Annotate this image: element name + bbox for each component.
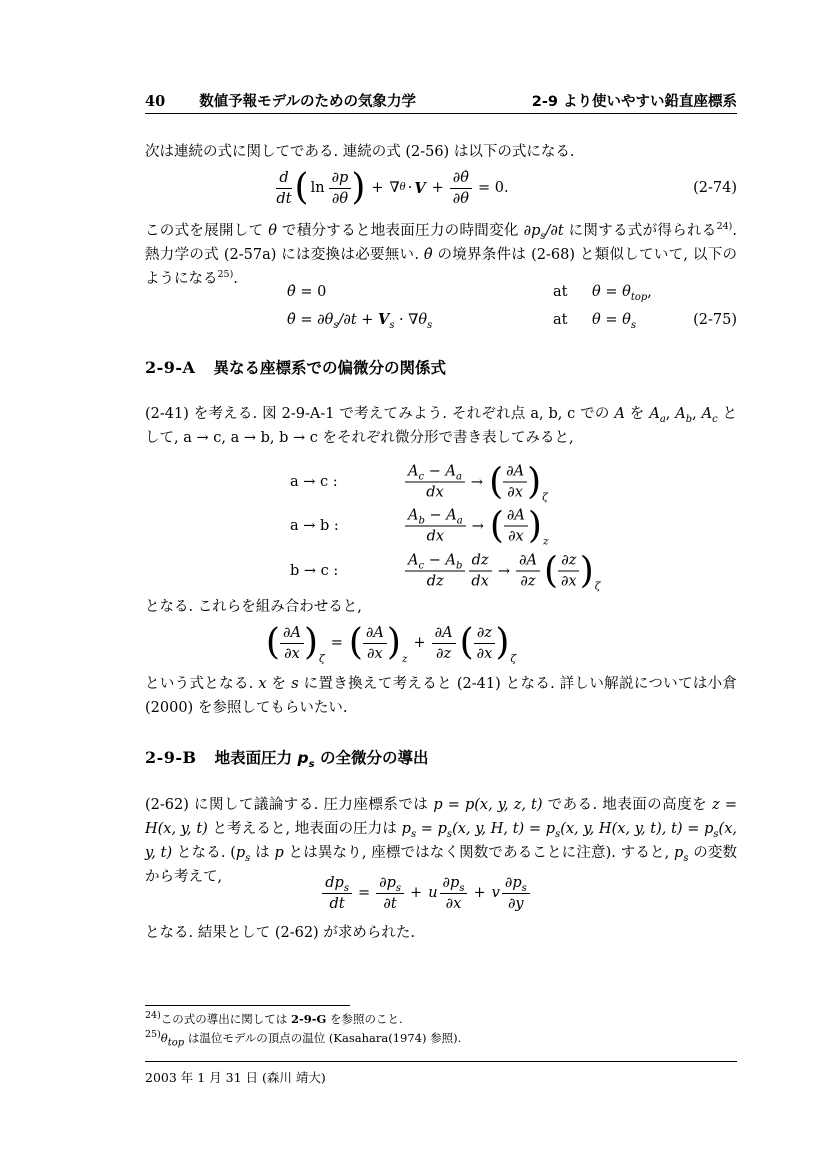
- header-rule: [145, 113, 737, 114]
- section-number: 2-9-A: [145, 358, 196, 377]
- boundary-condition-top-rhs: [592, 278, 652, 306]
- section-number: 2-9-B: [145, 748, 197, 767]
- fraction-numerator: ∂z: [558, 553, 579, 572]
- text-segment: の全微分の導出: [314, 749, 429, 767]
- text-segment: を参照のこと.: [326, 1012, 403, 1026]
- text-segment: p: [545, 821, 556, 837]
- text-segment: p: [297, 749, 309, 767]
- paren-subscript: ζ: [318, 652, 325, 665]
- fraction-denominator: ∂z: [436, 645, 452, 662]
- partial-derivative-group: [489, 461, 548, 504]
- text-segment: b: [455, 560, 463, 572]
- text-segment: ,: [665, 406, 676, 422]
- row-expression: [405, 550, 601, 593]
- text-segment: で積分すると地表面圧力の時間変化: [277, 223, 524, 239]
- footer-dateline: 2003 年 1 月 31 日 (森川 靖大): [145, 1070, 326, 1085]
- equation-dps-dt-body: [130, 868, 722, 918]
- partial-fraction: [280, 625, 304, 662]
- text-segment: s: [683, 852, 689, 864]
- equation-number-2-74: (2-74): [693, 180, 737, 196]
- text-segment: 地表面圧力: [214, 749, 298, 767]
- equation-combined: [145, 616, 737, 670]
- section-title: [214, 746, 429, 771]
- paren-subscript: ζ: [542, 491, 548, 504]
- partial-derivative-group: [459, 622, 517, 665]
- text-segment: となる. (: [172, 845, 236, 861]
- at-keyword: at: [553, 284, 568, 300]
- arrow-icon: →: [471, 518, 484, 534]
- text-segment: s: [446, 828, 453, 840]
- text-segment: . 熱力学の式 (2-57a) には変換は必要無い.: [145, 223, 737, 263]
- fraction-dthetadot-dtheta: [450, 170, 472, 207]
- text-segment: ∂p: [379, 874, 396, 891]
- text-segment: −: [424, 507, 447, 524]
- text-segment: ∂p: [523, 223, 541, 239]
- text-segment: b: [418, 515, 425, 527]
- fraction-numerator: ∂A: [363, 625, 387, 644]
- fraction-numerator: [440, 875, 468, 894]
- fraction-numerator: ∂p: [329, 170, 352, 189]
- fraction-denominator: ∂x: [367, 645, 383, 662]
- text-segment: の変数から考えて,: [145, 845, 738, 885]
- partial-fraction: [503, 464, 527, 501]
- header-right-title: 2-9 より使いやすい鉛直座標系: [531, 94, 737, 110]
- equation-2-75-line2: [145, 306, 737, 334]
- partial-fraction: [474, 625, 496, 662]
- partial-A-z-fraction: [516, 553, 540, 590]
- equals-operator: =: [357, 885, 371, 901]
- text-segment: 25): [217, 269, 234, 281]
- text-segment: .: [233, 271, 238, 287]
- text-segment: の境界条件は (2-68) と類似していて, 以下のようになる: [145, 247, 737, 287]
- velocity-vector: V: [414, 179, 426, 197]
- partial-derivative-group: [543, 550, 601, 593]
- text-segment: である. 地表面の高度を: [542, 797, 713, 813]
- boundary-condition-top-lhs: [287, 278, 326, 306]
- text-segment: (2-62) に関して議論する. 圧力座標系では: [145, 797, 434, 813]
- text-segment: =: [416, 821, 438, 837]
- text-segment: ∂p: [442, 874, 460, 891]
- fraction-denominator: ∂θ: [331, 190, 349, 207]
- difference-fraction: [405, 553, 465, 590]
- text-segment: とは異なり, 座標ではなく関数であることに注意). すると,: [283, 845, 675, 861]
- fraction-denominator: ∂x: [561, 573, 577, 590]
- text-segment: s: [521, 882, 527, 894]
- fraction-denominator: ∂x: [284, 645, 300, 662]
- text-segment: ,: [647, 284, 652, 300]
- text-segment: θ: [592, 284, 601, 300]
- fraction-numerator: ∂A: [280, 625, 304, 644]
- text-segment: s: [245, 852, 251, 864]
- text-segment: 2-9-G: [290, 1012, 327, 1026]
- partial-t-fraction: [376, 875, 404, 912]
- plus-operator: +: [431, 180, 444, 196]
- fraction-numerator: ∂z: [474, 625, 495, 644]
- text-segment: を: [266, 676, 292, 692]
- fraction-numerator: ∂A: [503, 464, 527, 483]
- derivative-row-b-to-c: [145, 548, 737, 594]
- text-segment: を: [624, 406, 650, 422]
- paren-subscript: ζ: [510, 652, 517, 665]
- text-segment: b: [685, 413, 693, 425]
- page-header: [145, 90, 737, 111]
- ln-operator: ln: [310, 180, 325, 196]
- right-paren: ): [527, 505, 542, 546]
- arrow-icon: →: [470, 474, 484, 490]
- text-segment: s: [555, 828, 561, 840]
- plus-operator: +: [473, 885, 486, 901]
- fraction-numerator: d: [276, 170, 291, 189]
- equation-combined-body: [95, 616, 687, 670]
- derivative-row-a-to-c: [145, 460, 737, 504]
- v-velocity: v: [491, 885, 500, 901]
- text-segment: a: [659, 413, 666, 425]
- fraction-denominator: dt: [329, 895, 345, 912]
- left-paren: (: [459, 622, 474, 663]
- section-title: 異なる座標系での偏微分の関係式: [213, 359, 446, 377]
- fraction-denominator: ∂t: [383, 895, 397, 912]
- text-segment: と考えると, 地表面の圧力は: [207, 821, 402, 837]
- text-segment: A: [408, 552, 419, 569]
- fraction-numerator: ∂A: [516, 553, 540, 572]
- partial-fraction: [504, 508, 528, 545]
- text-segment: top: [167, 1037, 185, 1049]
- text-segment: = 0: [295, 284, 327, 300]
- equation-dps-dt: [145, 868, 737, 918]
- footnote-25: [145, 1029, 737, 1048]
- text-segment: θ: [622, 284, 631, 300]
- text-segment: p: [235, 845, 246, 861]
- paren-subscript: z: [401, 652, 408, 665]
- text-segment: a: [455, 471, 462, 483]
- paragraph-intro-1: 次は連続の式に関してである. 連続の式 (2-56) は以下の式になる.: [145, 144, 575, 160]
- text-segment: s: [308, 759, 315, 771]
- text-segment: ∂p: [504, 874, 522, 891]
- footnote-rule: [145, 1005, 350, 1006]
- partial-fraction: [363, 625, 387, 662]
- boundary-condition-surface-lhs: [287, 306, 432, 334]
- text-segment: s: [630, 319, 636, 331]
- right-paren: ): [527, 461, 542, 502]
- text-segment: s: [713, 828, 719, 840]
- equation-2-75-line1: [145, 278, 737, 306]
- fraction-numerator: [322, 875, 352, 894]
- text-segment: −: [424, 463, 446, 480]
- section-heading-2-9-A: [145, 356, 446, 378]
- fraction-denominator: ∂x: [476, 645, 493, 662]
- fraction-denominator: dz: [426, 573, 444, 590]
- dot-operator: ·: [407, 180, 413, 196]
- text-segment: θ: [160, 1031, 168, 1045]
- right-paren: ): [303, 622, 318, 663]
- partial-y-fraction: [502, 875, 530, 912]
- fraction-numerator: dz: [469, 553, 492, 572]
- text-segment: A: [675, 406, 686, 422]
- text-segment: A: [445, 463, 456, 480]
- right-paren: ): [495, 622, 510, 663]
- text-segment: (x, y, t): [145, 821, 737, 861]
- text-segment: A: [408, 507, 419, 524]
- difference-fraction: [405, 508, 466, 545]
- footnote-24: [145, 1010, 737, 1029]
- text-segment: s: [343, 882, 349, 894]
- text-segment: A: [701, 406, 713, 422]
- text-segment: A: [445, 552, 456, 569]
- text-segment: (x, y, H, t) =: [452, 821, 546, 837]
- text-segment: c: [418, 560, 425, 572]
- equation-2-75: [145, 278, 737, 336]
- nabla-symbol: ∇: [389, 180, 400, 196]
- text-segment: という式となる.: [145, 676, 259, 692]
- text-segment: p: [704, 821, 714, 837]
- equals-operator: =: [330, 635, 343, 651]
- fraction-numerator: [376, 875, 404, 894]
- at-keyword: at: [553, 312, 568, 328]
- text-segment: z = H(x, y, t): [145, 797, 738, 837]
- text-segment: ,: [692, 406, 702, 422]
- text-segment: dp: [325, 874, 344, 891]
- text-segment: p: [274, 845, 284, 861]
- text-segment: c: [712, 413, 718, 425]
- text-segment: θ = θ: [592, 312, 631, 328]
- text-segment: −: [424, 552, 446, 569]
- text-segment: p: [401, 821, 411, 837]
- paren-subscript: ζ: [594, 580, 601, 593]
- text-segment: A: [446, 507, 457, 524]
- equation-block-derivatives: [145, 460, 737, 594]
- partial-x-fraction: [440, 875, 468, 912]
- fraction-denominator: dx: [426, 528, 445, 545]
- partial-derivative-group: [348, 622, 408, 665]
- text-block: [145, 0, 737, 1169]
- text-segment: θ̇ = ∂θ: [287, 312, 334, 328]
- plus-operator: +: [410, 885, 423, 901]
- text-segment: は: [250, 845, 275, 861]
- partial-A-z-fraction: [432, 625, 456, 662]
- text-segment: =: [600, 284, 623, 300]
- section-heading-2-9-B: [145, 746, 429, 771]
- row-label: b → c :: [290, 563, 339, 579]
- text-segment: 25): [145, 1029, 161, 1041]
- partial-derivative-group: [489, 505, 549, 548]
- text-segment: top: [630, 291, 648, 303]
- fraction-numerator: [405, 508, 466, 527]
- dz-dx-fraction: [468, 553, 491, 590]
- fraction-dp-dtheta: [329, 170, 352, 207]
- right-paren: ): [579, 550, 594, 591]
- fraction-denominator: ∂y: [507, 895, 524, 912]
- text-segment: s: [389, 319, 395, 331]
- fraction-denominator: ∂x: [508, 528, 524, 545]
- boundary-condition-surface-rhs: [592, 306, 636, 334]
- fraction-numerator: ∂θ̇: [450, 170, 472, 189]
- difference-fraction: [405, 464, 465, 501]
- text-segment: として, a → c, a → b, b → c をそれぞれ微分形で書き表してみると,: [145, 406, 738, 446]
- paragraph-A-1: [145, 402, 737, 450]
- text-segment: に置き換えて考えると (2-41) となる. 詳しい解説については小倉 (2000) を参照してもらいたい.: [145, 676, 737, 716]
- derivative-row-a-to-b: [145, 504, 737, 548]
- partial-fraction: [558, 553, 580, 590]
- text-segment: A: [408, 463, 419, 480]
- text-segment: この式の導出に関しては: [160, 1012, 291, 1026]
- text-segment: A: [649, 406, 660, 422]
- row-label: a → b :: [290, 518, 339, 534]
- right-paren: ): [351, 167, 366, 208]
- text-segment: 24): [716, 221, 733, 233]
- fraction-denominator: ∂x: [507, 484, 523, 501]
- equals-zero: = 0.: [477, 180, 509, 196]
- paragraph-A-3: [145, 672, 737, 720]
- row-expression: [405, 505, 549, 548]
- fraction-denominator: dx: [426, 484, 444, 501]
- text-segment: (x, y, H(x, y, t), t) =: [560, 821, 705, 837]
- page-number: 40: [145, 93, 166, 110]
- text-segment: V: [378, 311, 390, 328]
- text-segment: /∂t: [545, 223, 564, 239]
- plus-operator: +: [371, 180, 384, 196]
- fraction-numerator: ∂A: [504, 508, 528, 527]
- text-segment: s: [291, 676, 299, 692]
- fraction-denominator: dt: [276, 190, 292, 207]
- fraction-numerator: [405, 553, 465, 572]
- fraction-numerator: ∂A: [432, 625, 456, 644]
- left-paren: (: [265, 622, 280, 663]
- header-left-title: 数値予報モデルのための気象力学: [199, 94, 416, 110]
- equation-2-74-body: [95, 160, 687, 216]
- text-segment: は温位モデルの頂点の温位 (Kasahara(1974) 参照).: [184, 1031, 462, 1045]
- plus-operator: +: [413, 635, 426, 651]
- text-segment: a: [456, 515, 463, 527]
- row-label: a → c :: [290, 474, 338, 490]
- fraction-d-dt: [273, 170, 294, 207]
- text-segment: θ̇: [287, 284, 296, 300]
- fraction-denominator: ∂θ: [452, 190, 469, 207]
- fraction-numerator: [405, 464, 465, 483]
- partial-derivative-group: [265, 622, 325, 665]
- left-paren: (: [489, 461, 504, 502]
- arrow-icon: →: [497, 563, 510, 579]
- u-velocity: u: [428, 885, 438, 901]
- fraction-denominator: ∂x: [445, 895, 462, 912]
- text-segment: c: [418, 471, 425, 483]
- equation-number-2-75: (2-75): [693, 312, 737, 328]
- text-segment: /∂t +: [338, 312, 379, 328]
- paren-subscript: z: [542, 535, 549, 548]
- left-paren: (: [489, 505, 504, 546]
- nabla-theta-term: ∇ θ: [389, 180, 406, 196]
- equation-2-74: [145, 160, 737, 216]
- text-segment: s: [395, 882, 402, 894]
- fraction-denominator: dx: [471, 573, 489, 590]
- left-paren: (: [348, 622, 363, 663]
- text-segment: · ∇θ: [394, 312, 428, 328]
- text-segment: s: [540, 230, 546, 242]
- right-paren: ): [386, 622, 401, 663]
- paragraph-B-2: となる. 結果として (2-62) が求められた.: [145, 925, 415, 941]
- footer-rule: [145, 1061, 737, 1062]
- text-segment: x: [258, 676, 267, 692]
- text-segment: (2-41) を考える. 図 2-9-A-1 で考えてみよう. それぞれ点 a, b, c での: [145, 406, 615, 422]
- text-segment: s: [459, 882, 465, 894]
- text-segment: p = p(x, y, z, t): [433, 797, 543, 813]
- fraction-numerator: [502, 875, 530, 894]
- text-segment: 24): [145, 1010, 161, 1022]
- total-derivative-fraction: [322, 875, 352, 912]
- text-segment: θ̇: [423, 247, 433, 263]
- paragraph-A-2: となる. これらを組み合わせると,: [145, 599, 362, 615]
- text-segment: s: [333, 319, 339, 331]
- row-expression: [405, 461, 548, 504]
- fraction-denominator: ∂z: [520, 573, 536, 590]
- text-segment: に関する式が得られる: [563, 223, 717, 239]
- left-paren: (: [294, 167, 309, 208]
- text-segment: θ: [268, 223, 278, 239]
- text-segment: この式を展開して: [145, 223, 269, 239]
- text-segment: A: [614, 406, 625, 422]
- text-segment: p: [437, 821, 447, 837]
- text-segment: p: [674, 845, 684, 861]
- text-segment: s: [410, 828, 417, 840]
- text-segment: s: [427, 319, 433, 331]
- left-paren: (: [543, 550, 559, 591]
